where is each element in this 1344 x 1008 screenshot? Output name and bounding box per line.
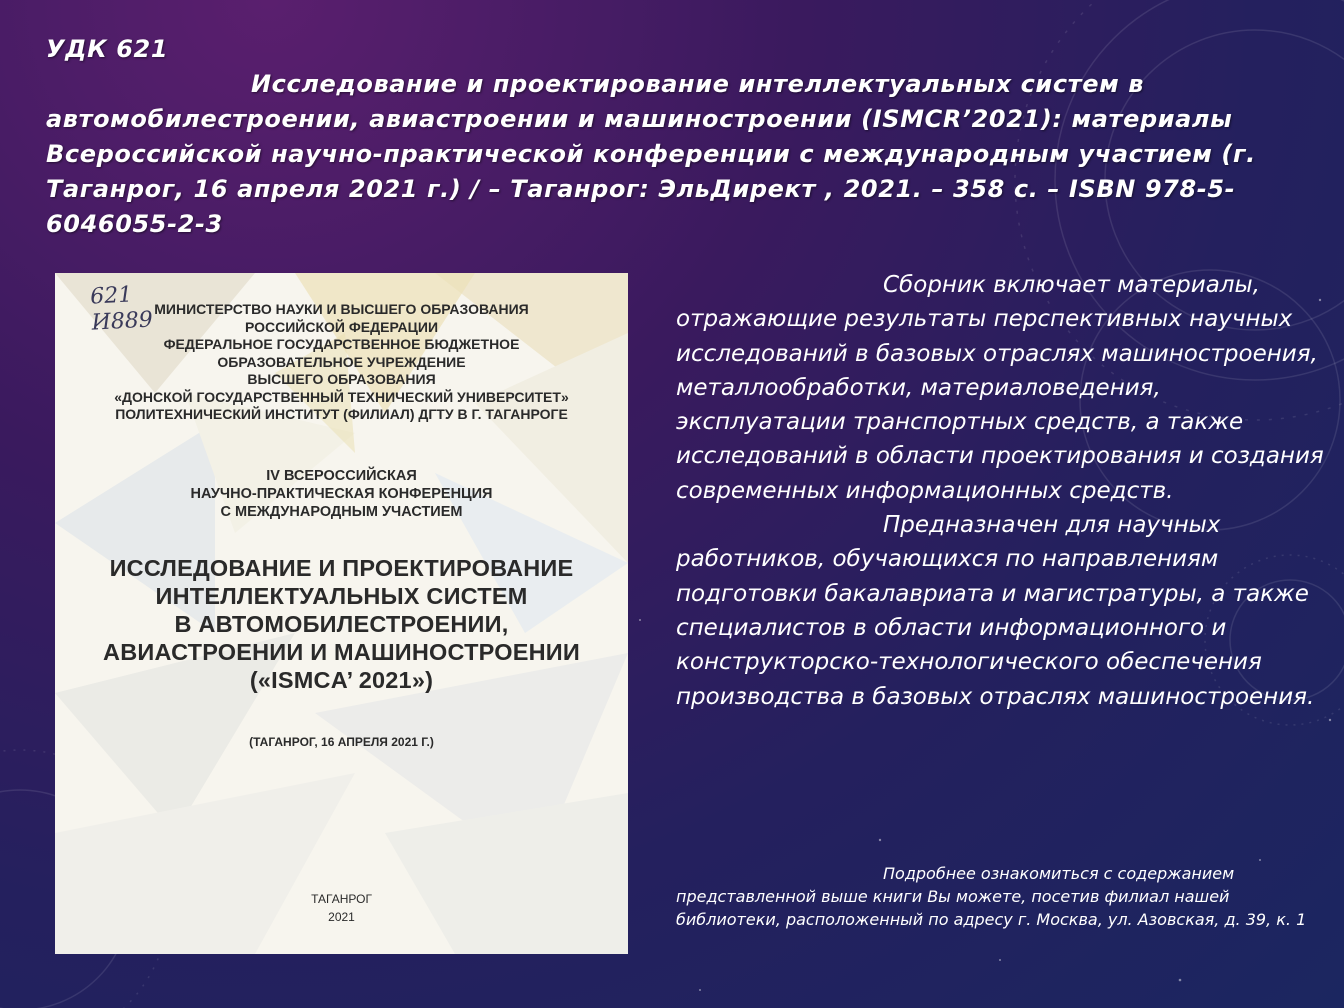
bibliographic-citation: Исследование и проектирование интеллектуальных систем в автомобилестроении, авиастроении и машиностроении (ISMCR’2021): материалы Всероссийской научно-практической конференции с международным участием (г. Таганрог, 16 апреля 2021 г.) / – Таганрог: ЭльДирект , 2021. – 358 с. – ISBN 978-5-6046055-2-3 bbox=[46, 70, 1256, 238]
cover-place-date: (ТАГАНРОГ, 16 АПРЕЛЯ 2021 Г.) bbox=[249, 735, 434, 749]
description-paragraph-1: Сборник включает материалы, отражающие результаты перспективных научных исследований в базовых отраслях машиностроения, металлообработки, материаловедения, эксплуатации транспортных средств, а также исследований в области проектирования и создания современных информационных средств. bbox=[676, 272, 1324, 504]
bibliographic-heading bbox=[46, 32, 1296, 242]
udk-code: УДК 621 bbox=[46, 35, 169, 63]
cover-city-year: ТАГАНРОГ 2021 bbox=[311, 892, 372, 924]
book-description bbox=[676, 268, 1326, 714]
library-stamp: 621 И889 bbox=[89, 282, 154, 336]
library-note: Подробнее ознакомиться с содержанием представленной выше книги Вы можете, посетив филиал нашей библиотеки, расположенный по адресу г. Москва, ул. Азовская, д. 39, к. 1 bbox=[676, 864, 1307, 929]
book-cover-image bbox=[55, 273, 628, 954]
cover-title: ИССЛЕДОВАНИЕ И ПРОЕКТИРОВАНИЕ ИНТЕЛЛЕКТУАЛЬНЫХ СИСТЕМ В АВТОМОБИЛЕСТРОЕНИИ, АВИАСТРОЕНИИ И МАШИНОСТРОЕНИИ («ISMCA’ 2021») bbox=[103, 555, 580, 693]
cover-ministry-text: МИНИСТЕРСТВО НАУКИ И ВЫСШЕГО ОБРАЗОВАНИЯ РОССИЙСКОЙ ФЕДЕРАЦИИ ФЕДЕРАЛЬНОЕ ГОСУДАРСТВЕННОЕ БЮДЖЕТНОЕ ОБРАЗОВАТЕЛЬНОЕ УЧРЕЖДЕНИЕ ВЫСШЕГО ОБРАЗОВАНИЯ «ДОНСКОЙ ГОСУДАРСТВЕННЫЙ ТЕХНИЧЕСКИЙ УНИВЕРСИТЕТ» ПОЛИТЕХНИЧЕСКИЙ ИНСТИТУТ (ФИЛИАЛ) ДГТУ В Г. ТАГАНРОГЕ bbox=[114, 301, 569, 422]
description-paragraph-2: Предназначен для научных работников, обучающихся по направлениям подготовки бакалавриата и магистратуры, а также специалистов в области информационного и конструкторско-технологического обеспечения производства в базовых отраслях машиностроения. bbox=[676, 512, 1315, 710]
cover-conference-text: IV ВСЕРОССИЙСКАЯ НАУЧНО-ПРАКТИЧЕСКАЯ КОНФЕРЕНЦИЯ С МЕЖДУНАРОДНЫМ УЧАСТИЕМ bbox=[190, 468, 493, 520]
